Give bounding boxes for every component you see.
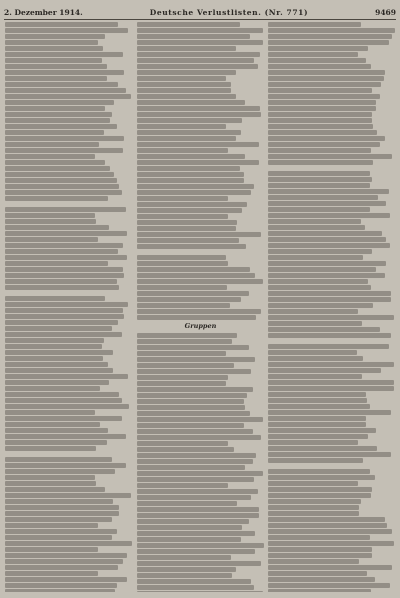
text-line xyxy=(137,255,226,260)
text-line xyxy=(137,297,241,302)
text-line xyxy=(137,172,244,177)
text-line xyxy=(5,392,119,397)
text-line xyxy=(137,291,249,296)
text-line xyxy=(137,238,239,243)
text-line xyxy=(268,237,386,242)
text-line xyxy=(137,387,253,392)
text-line xyxy=(5,22,118,27)
text-line xyxy=(5,267,123,272)
text-line xyxy=(137,208,242,213)
text-line xyxy=(137,28,263,33)
text-line xyxy=(5,553,127,558)
text-line xyxy=(268,76,384,81)
text-line xyxy=(268,422,366,427)
text-line xyxy=(137,339,232,344)
text-line xyxy=(137,202,247,207)
text-line xyxy=(5,34,105,39)
text-line xyxy=(137,184,254,189)
text-line xyxy=(268,249,372,254)
text-line xyxy=(5,160,105,165)
text-line xyxy=(268,428,376,433)
text-line xyxy=(268,505,359,510)
text-line xyxy=(137,136,236,141)
text-line xyxy=(137,58,254,63)
text-line xyxy=(268,481,358,486)
text-line xyxy=(5,326,112,331)
text-column-right xyxy=(268,22,395,592)
text-line xyxy=(137,22,240,27)
text-line xyxy=(5,285,119,290)
text-line xyxy=(137,375,228,380)
text-line xyxy=(137,405,245,410)
text-line xyxy=(268,565,392,570)
text-line xyxy=(5,88,126,93)
text-line xyxy=(137,309,261,314)
text-line xyxy=(268,475,375,480)
text-line xyxy=(137,220,237,225)
text-line xyxy=(5,457,112,462)
text-line xyxy=(137,411,250,416)
text-line xyxy=(137,483,228,488)
text-line xyxy=(268,434,368,439)
text-line xyxy=(268,440,358,445)
text-line xyxy=(5,249,118,254)
text-line xyxy=(5,178,117,183)
text-line xyxy=(137,82,231,87)
text-line xyxy=(5,589,115,592)
text-line xyxy=(137,130,241,135)
text-line xyxy=(268,398,367,403)
text-line xyxy=(5,338,104,343)
text-line xyxy=(268,70,385,75)
text-line xyxy=(137,124,226,129)
text-line xyxy=(5,106,105,111)
text-line xyxy=(5,231,127,236)
text-line xyxy=(5,505,119,510)
text-line xyxy=(268,100,376,105)
text-line xyxy=(5,314,124,319)
text-line xyxy=(137,261,228,266)
text-line xyxy=(268,273,385,278)
text-line xyxy=(137,513,259,518)
text-line xyxy=(268,535,370,540)
text-line xyxy=(137,369,251,374)
text-line xyxy=(137,154,245,159)
text-line xyxy=(137,585,254,590)
text-line xyxy=(268,183,370,188)
text-line xyxy=(137,232,261,237)
text-line xyxy=(268,213,390,218)
text-line xyxy=(5,434,126,439)
text-column-left xyxy=(5,22,132,592)
text-line xyxy=(268,189,389,194)
text-line xyxy=(5,493,131,498)
text-line xyxy=(137,567,236,572)
text-line xyxy=(268,279,368,284)
text-line xyxy=(268,559,359,564)
text-line xyxy=(137,34,250,39)
text-line xyxy=(268,297,391,302)
text-line xyxy=(268,106,376,111)
text-line xyxy=(137,357,255,362)
text-line xyxy=(268,517,385,522)
text-line xyxy=(268,267,376,272)
text-line xyxy=(137,70,236,75)
text-line xyxy=(5,207,126,212)
text-line xyxy=(137,531,255,536)
text-line xyxy=(268,493,371,498)
text-line xyxy=(5,261,108,266)
text-line xyxy=(268,130,377,135)
text-line xyxy=(5,243,123,248)
text-column-middle xyxy=(137,22,264,592)
text-line xyxy=(137,148,228,153)
text-line xyxy=(5,148,123,153)
text-line xyxy=(137,279,263,284)
text-line xyxy=(268,28,395,33)
text-line xyxy=(137,423,244,428)
text-line xyxy=(5,332,122,337)
text-line xyxy=(137,489,258,494)
text-line xyxy=(268,344,389,349)
text-line xyxy=(5,446,96,451)
text-line xyxy=(268,88,372,93)
text-line xyxy=(268,309,358,314)
text-line xyxy=(268,94,380,99)
text-line xyxy=(268,201,386,206)
text-line xyxy=(268,452,391,457)
text-line xyxy=(268,499,361,504)
text-line xyxy=(268,541,394,546)
text-line xyxy=(5,320,118,325)
text-line xyxy=(268,64,371,69)
text-line xyxy=(5,70,124,75)
text-line xyxy=(268,327,380,332)
text-line xyxy=(268,362,394,367)
text-line xyxy=(5,184,119,189)
text-line xyxy=(137,190,251,195)
text-line xyxy=(5,386,100,391)
text-line xyxy=(268,112,372,117)
text-line xyxy=(5,469,115,474)
text-line xyxy=(5,499,113,504)
text-line xyxy=(268,124,373,129)
text-line xyxy=(137,94,236,99)
text-line xyxy=(137,417,263,422)
text-line xyxy=(137,196,228,201)
text-line xyxy=(5,356,103,361)
text-line xyxy=(137,465,245,470)
text-line xyxy=(268,469,370,474)
text-line xyxy=(268,136,385,141)
text-line xyxy=(5,94,131,99)
text-line xyxy=(268,368,381,373)
text-line xyxy=(268,46,368,51)
text-line xyxy=(268,511,359,516)
text-line xyxy=(5,475,95,480)
text-line xyxy=(137,345,249,350)
text-line xyxy=(268,547,372,552)
text-line xyxy=(5,296,105,301)
text-line xyxy=(268,291,391,296)
section-heading: Gruppen xyxy=(184,322,217,330)
text-line xyxy=(268,285,371,290)
text-line xyxy=(268,333,391,338)
text-line xyxy=(5,535,112,540)
text-line xyxy=(268,392,366,397)
text-line xyxy=(137,303,230,308)
text-line xyxy=(268,350,357,355)
text-line xyxy=(268,374,362,379)
text-line xyxy=(268,40,389,45)
header-publication-title: Deutsche Verlustlisten. xyxy=(149,7,262,17)
text-line xyxy=(268,356,363,361)
text-line xyxy=(5,279,117,284)
text-line xyxy=(137,459,253,464)
text-line xyxy=(5,422,100,427)
text-line xyxy=(5,547,98,552)
text-line xyxy=(268,529,392,534)
text-line xyxy=(137,76,226,81)
text-line xyxy=(5,46,103,51)
text-line xyxy=(5,52,123,57)
text-line xyxy=(268,118,372,123)
text-line xyxy=(5,404,129,409)
text-line xyxy=(5,577,127,582)
text-line xyxy=(268,207,370,212)
text-line xyxy=(268,380,394,385)
text-line xyxy=(5,463,126,468)
text-line xyxy=(268,303,373,308)
text-line xyxy=(137,178,244,183)
text-line xyxy=(5,40,98,45)
text-line xyxy=(268,195,378,200)
text-line xyxy=(137,591,263,592)
header-title xyxy=(150,8,308,17)
text-line xyxy=(5,112,112,117)
text-line xyxy=(5,76,107,81)
text-line xyxy=(137,226,236,231)
text-line xyxy=(5,273,124,278)
text-line xyxy=(137,453,256,458)
text-line xyxy=(5,219,96,224)
text-line xyxy=(5,118,110,123)
text-line xyxy=(268,487,372,492)
text-line xyxy=(268,523,387,528)
text-line xyxy=(137,244,246,249)
text-line xyxy=(5,302,128,307)
text-line xyxy=(5,380,109,385)
text-line xyxy=(5,440,107,445)
text-line xyxy=(137,501,237,506)
text-line xyxy=(268,177,372,182)
text-line xyxy=(5,136,124,141)
text-line xyxy=(5,350,113,355)
text-line xyxy=(137,285,227,290)
text-line xyxy=(5,481,96,486)
text-line xyxy=(268,171,370,176)
text-line xyxy=(268,148,371,153)
text-line xyxy=(268,416,366,421)
text-line xyxy=(137,519,249,524)
text-line xyxy=(137,471,263,476)
text-line xyxy=(137,399,244,404)
text-line xyxy=(137,555,231,560)
text-line xyxy=(268,458,363,463)
text-line xyxy=(5,362,108,367)
text-line xyxy=(5,255,127,260)
text-line xyxy=(137,106,260,111)
text-line xyxy=(137,214,228,219)
text-line xyxy=(137,381,226,386)
text-line xyxy=(5,58,102,63)
text-line xyxy=(268,142,380,147)
text-line xyxy=(137,441,228,446)
text-line xyxy=(268,243,390,248)
text-line xyxy=(5,130,104,135)
text-line xyxy=(268,321,362,326)
text-line xyxy=(268,154,392,159)
text-line xyxy=(5,100,114,105)
text-line xyxy=(137,46,236,51)
text-line xyxy=(5,374,128,379)
text-line xyxy=(5,529,117,534)
text-line xyxy=(137,435,261,440)
text-line xyxy=(5,154,95,159)
text-line xyxy=(137,573,232,578)
text-line xyxy=(268,219,361,224)
text-line xyxy=(268,160,373,165)
text-line xyxy=(137,88,231,93)
text-line xyxy=(137,495,251,500)
text-line xyxy=(5,583,117,588)
text-line xyxy=(5,308,123,313)
text-line xyxy=(5,344,102,349)
text-line xyxy=(5,517,112,522)
text-line xyxy=(137,64,258,69)
text-line xyxy=(5,511,119,516)
text-line xyxy=(268,58,366,63)
text-line xyxy=(268,261,386,266)
text-line xyxy=(5,410,95,415)
text-line xyxy=(268,255,363,260)
text-line xyxy=(137,142,259,147)
text-line xyxy=(268,583,390,588)
text-line xyxy=(137,393,247,398)
text-line xyxy=(137,112,261,117)
text-line xyxy=(268,52,358,57)
text-line xyxy=(5,523,98,528)
text-line xyxy=(5,142,99,147)
text-line xyxy=(137,315,256,320)
text-line xyxy=(5,416,122,421)
text-line xyxy=(137,166,240,171)
text-line xyxy=(5,398,122,403)
header-issue-number: (Nr. 771) xyxy=(264,7,309,17)
text-line xyxy=(5,565,118,570)
text-line xyxy=(5,196,108,201)
text-line xyxy=(268,231,382,236)
text-line xyxy=(137,40,263,45)
header-date: 2. Dezember 1914. xyxy=(4,7,83,17)
text-line xyxy=(5,124,117,129)
text-line xyxy=(5,559,123,564)
header-rule xyxy=(4,19,396,20)
text-line xyxy=(137,267,250,272)
text-line xyxy=(268,315,394,320)
text-line xyxy=(137,100,245,105)
page-header xyxy=(4,6,396,18)
text-line xyxy=(5,64,107,69)
text-line xyxy=(137,537,241,542)
text-line xyxy=(137,273,255,278)
text-line xyxy=(5,487,105,492)
text-line xyxy=(137,351,226,356)
text-line xyxy=(5,368,113,373)
text-line xyxy=(137,429,253,434)
text-line xyxy=(268,577,375,582)
text-line xyxy=(5,225,109,230)
text-line xyxy=(5,166,110,171)
text-line xyxy=(137,363,234,368)
text-line xyxy=(268,386,394,391)
text-line xyxy=(137,561,261,566)
text-line xyxy=(5,571,98,576)
text-line xyxy=(268,446,377,451)
text-line xyxy=(5,428,108,433)
text-line xyxy=(268,410,391,415)
text-line xyxy=(5,172,114,177)
text-line xyxy=(137,52,260,57)
text-line xyxy=(268,404,370,409)
text-line xyxy=(268,22,361,27)
text-line xyxy=(137,543,264,548)
text-line xyxy=(5,213,95,218)
text-line xyxy=(137,549,255,554)
text-line xyxy=(137,579,251,584)
text-line xyxy=(268,571,367,576)
text-line xyxy=(137,525,242,530)
text-line xyxy=(5,28,128,33)
text-line xyxy=(268,225,365,230)
text-line xyxy=(5,190,122,195)
text-line xyxy=(5,541,132,546)
text-line xyxy=(268,34,392,39)
text-line xyxy=(137,447,234,452)
text-line xyxy=(5,82,118,87)
text-line xyxy=(5,237,98,242)
text-line xyxy=(137,507,259,512)
text-line xyxy=(268,589,371,592)
header-page-number: 9469 xyxy=(375,7,396,17)
text-line xyxy=(137,118,242,123)
text-line xyxy=(268,82,381,87)
text-line xyxy=(268,553,372,558)
text-line xyxy=(137,333,237,338)
text-line xyxy=(137,160,259,165)
text-line xyxy=(137,477,254,482)
